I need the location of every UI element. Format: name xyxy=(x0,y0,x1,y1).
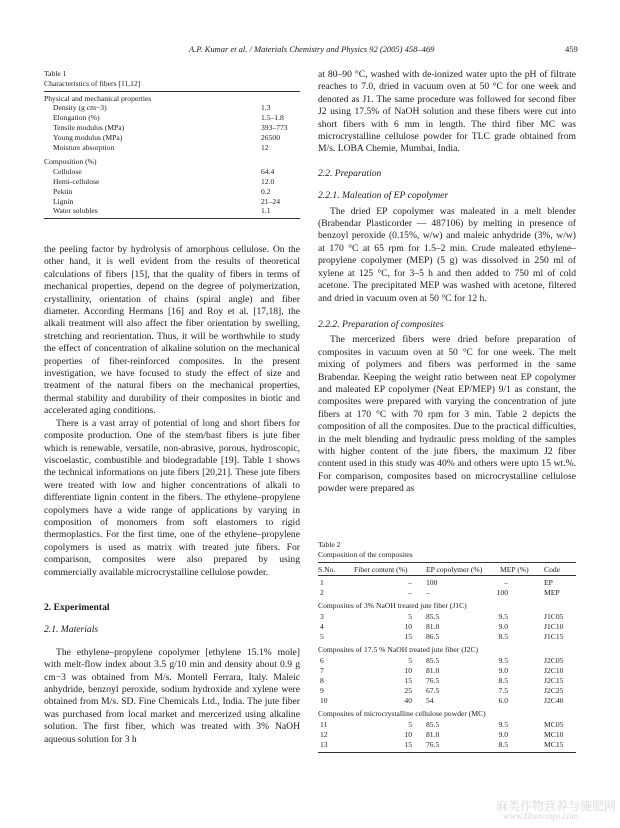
table-cell: 8.5 xyxy=(498,632,508,641)
table-cell: 13 xyxy=(320,740,328,749)
table-row xyxy=(318,696,576,706)
table-2 xyxy=(318,540,576,753)
row-label: Water solubles xyxy=(53,206,98,216)
table-group-heading: Composites of 3% NaOH treated jute fiber (J1C) xyxy=(318,601,467,610)
table-cell: 100 xyxy=(426,578,438,587)
table-1-section-heading: Physical and mechanical properties xyxy=(44,93,152,103)
table-cell: 54 xyxy=(426,696,434,705)
table-cell: J2C25 xyxy=(544,686,564,695)
row-value: 12 xyxy=(261,142,269,152)
table-cell: J2C10 xyxy=(544,666,564,675)
table-cell: 11 xyxy=(320,720,328,729)
table-row xyxy=(44,113,300,123)
table-rule xyxy=(44,91,300,92)
subsection-heading: 2.1. Materials xyxy=(44,624,99,636)
table-cell: 1 xyxy=(320,578,324,587)
table-cell: J1C05 xyxy=(544,612,564,621)
table-cell: – xyxy=(408,578,412,587)
table-cell: MC15 xyxy=(544,740,564,749)
paragraph: at 80–90 °C, washed with de-ionized water upto the pH of filtrate reaches to 7.0, dried in vacuum oven at 50 °C for one week and denoted as J1. The same procedure was followed for second fiber J2 using 17.5% of NaOH solution and these fibers were cut into short fibers with 6 mm in length. The third fiber MC was microcrystalline cellulose powder for TLC grade obtained from M/s. LOBA Chemie, Mumbai, India. xyxy=(318,69,576,155)
table-row xyxy=(318,656,576,666)
column-header: Code xyxy=(544,565,561,574)
table-rule xyxy=(318,575,576,576)
row-value: 64.4 xyxy=(261,167,275,177)
table-cell: 9.5 xyxy=(498,656,508,665)
table-group-heading: Composites of 17.5 % NaOH treated jute fiber (J2C) xyxy=(318,645,479,654)
row-label: Young modulus (MPa) xyxy=(53,132,123,142)
table-row xyxy=(44,167,300,177)
table-cell: 76.5 xyxy=(426,676,440,685)
row-value: 393–773 xyxy=(261,122,288,132)
table-row xyxy=(318,686,576,696)
table-row xyxy=(318,740,576,750)
row-label: Lignin xyxy=(53,196,74,206)
table-row xyxy=(44,197,300,207)
table-row xyxy=(318,666,576,676)
table-row xyxy=(44,177,300,187)
row-value: 1.5–1.8 xyxy=(261,113,284,123)
table-cell: 6 xyxy=(320,656,324,665)
column-header: S.No. xyxy=(318,565,336,574)
table-cell: MC10 xyxy=(544,730,564,739)
table-cell: – xyxy=(504,578,508,587)
row-label: Moisture absorption xyxy=(53,142,115,152)
row-label: Tensile modulus (MPa) xyxy=(53,122,125,132)
table-cell: 9.5 xyxy=(498,612,508,621)
row-label: Density (g cm−3) xyxy=(53,103,107,113)
row-label: Elongation (%) xyxy=(53,113,100,123)
table-cell: 10 xyxy=(404,666,412,675)
table-cell: – xyxy=(426,588,430,597)
table-row xyxy=(44,103,300,113)
table-1 xyxy=(44,69,300,219)
table-row xyxy=(318,632,576,642)
table-cell: 81.0 xyxy=(426,730,440,739)
paragraph: There is a vast array of potential of long and short fibers for composite production. One of the stem/bast fibers is jute fiber which is renewable, versatile, non-abrasive, porous, hydroscopic, viscoelastic, combustible and biodegradable [19]. Table 1 shows the technical informations on jute fibers [20,21]. These jute fibers were treated with low and higher concentrations of alkali to differentiate lignin content in the fibers. The ethylene–propylene copolymers have a wide range of applications by varying in composition of monomers from soft elastomers to rigid thermoplastics. For the first time, one of the ethylene–propylene copolymers is used as matrix with treated jute fibers. For comparison, composites were also prepared by using commercially available microcrystalline cellulose powder. xyxy=(44,417,300,578)
table-cell: 67.5 xyxy=(426,686,440,695)
table-cell: 9.0 xyxy=(498,730,508,739)
table-row xyxy=(318,720,576,730)
subsection-heading: 2.2. Preparation xyxy=(318,167,382,179)
running-header: A.P. Kumar et al. / Materials Chemistry and Physics 92 (2005) 458–469 xyxy=(189,44,435,54)
table-row xyxy=(318,588,576,598)
table-rule xyxy=(318,562,576,563)
table-cell: 76.5 xyxy=(426,740,440,749)
table-cell: 100 xyxy=(496,588,508,597)
table-cell: 15 xyxy=(404,676,412,685)
table-1-caption: Characteristics of fibers [11,12] xyxy=(44,78,141,88)
row-label: Hemi-cellulose xyxy=(53,176,100,186)
section-heading: 2. Experimental xyxy=(44,601,110,613)
table-header-row xyxy=(318,565,576,575)
column-header: MEP (%) xyxy=(500,565,529,574)
watermark-url: www.fibercrops.com xyxy=(503,811,579,821)
table-cell: 81.0 xyxy=(426,666,440,675)
table-cell: 10 xyxy=(404,622,412,631)
table-cell: 12 xyxy=(320,730,328,739)
table-cell: J2C40 xyxy=(544,696,564,705)
table-cell: J1C15 xyxy=(544,632,564,641)
column-header: Fiber content (%) xyxy=(354,565,408,574)
table-cell: 9.0 xyxy=(498,622,508,631)
table-cell: 9.5 xyxy=(498,720,508,729)
table-cell: 8.5 xyxy=(498,676,508,685)
table-row xyxy=(318,622,576,632)
table-cell: 9.0 xyxy=(498,666,508,675)
table-row xyxy=(318,578,576,588)
table-cell: 5 xyxy=(408,720,412,729)
table-1-label: Table 1 xyxy=(44,69,67,78)
subsection-heading: 2.2.1. Maleation of EP copolymer xyxy=(318,190,449,202)
table-cell: 85.5 xyxy=(426,612,440,621)
table-cell: 8 xyxy=(320,676,324,685)
table-cell: 25 xyxy=(404,686,412,695)
table-cell: 5 xyxy=(408,656,412,665)
table-cell: – xyxy=(408,588,412,597)
table-cell: 7 xyxy=(320,666,324,675)
table-row xyxy=(44,123,300,133)
table-cell: 40 xyxy=(404,696,412,705)
table-cell: 5 xyxy=(320,632,324,641)
table-cell: EP xyxy=(544,578,553,587)
table-row xyxy=(44,133,300,143)
table-cell: 15 xyxy=(404,740,412,749)
table-cell: 3 xyxy=(320,612,324,621)
table-1-section-heading: Composition (%) xyxy=(44,157,97,167)
table-row xyxy=(318,612,576,622)
table-cell: 10 xyxy=(320,696,328,705)
table-row xyxy=(318,676,576,686)
table-row xyxy=(318,730,576,740)
table-cell: 4 xyxy=(320,622,324,631)
paragraph: the peeling factor by hydrolysis of amorphous cellulose. On the other hand, it is well evident from the results of theoretical calculations of fibers [15], that the quality of fibers in terms of mechanical properties, depend on the degree of polymerization, crystallinity, orientation of chains (spiral angle) and fiber diameter. According Hermans [16] and Roy et al. [17,18], the alkali treatment will also affect the fiber orientation by swelling, stretching and reorientation. Thus, it will be worthwhile to study the effect of concentration of alkaline solution on the mechanical properties of fiber-reinforced composites. In the present investigation, we have focused to study the effect of size and treatment of the natural fibers on the mechanical properties, thermal stability and durability of their composites in biotic and accelerated aging conditions. xyxy=(44,244,300,417)
table-row xyxy=(44,187,300,197)
row-label: Cellulose xyxy=(53,167,82,177)
row-value: 0.2 xyxy=(261,186,271,196)
table-2-label: Table 2 xyxy=(318,540,341,549)
row-value: 12.0 xyxy=(261,176,275,186)
paragraph: The ethylene–propylene copolymer [ethylene 15.1% mole] with melt-flow index about 3.5 g/10 min and density about 0.9 g cm−3 was obtained from M/s. Montell Ferrara, Italy. Maleic anhydride, benzoyl peroxide, sodium hydroxide and xylene were obtained from M/s. SD. Fine Chemicals Ltd., India. The jute fiber was purchased from local market and mercerized using alkaline solution. The first fiber, which was treated with 3% NaOH aqueous solution for 3 h xyxy=(44,646,300,745)
subsection-heading: 2.2.2. Preparation of composites xyxy=(318,318,444,330)
table-cell: 7.5 xyxy=(498,686,508,695)
row-value: 26500 xyxy=(261,132,280,142)
table-cell: 85.5 xyxy=(426,656,440,665)
left-column xyxy=(44,244,300,746)
table-group-heading: Composites of microcrystalline cellulose powder (MC) xyxy=(318,709,486,718)
table-cell: 86.5 xyxy=(426,632,440,641)
table-cell: J2C15 xyxy=(544,676,564,685)
table-rule xyxy=(44,218,300,219)
right-column xyxy=(318,69,576,496)
paragraph: The mercerized fibers were dried before preparation of composites in vacuum oven at 50 °C for one week. The melt mixing of polymers and fibers was performed in the same Brabendar. Keeping the weight ratio between neat EP copolymer and maleated EP copolymer (Neat EP/MEP) 9/1 as constant, the composites were prepared with varying the concentration of jute fibers at 170 °C with 70 rpm for 3 min. Table 2 depicts the composition of all the composites. Due to the practical difficulties, in the melt blending and hydraulic press molding of the samples with higher content of the jute fibers, the maximum J2 fiber content used in this study was 40% and others were upto 15 wt.%. For comparison, composites based on microcrystalline cellulose powder were prepared as xyxy=(318,334,576,495)
table-cell: 9 xyxy=(320,686,324,695)
row-label: Pektin xyxy=(53,186,73,196)
table-cell: 81.0 xyxy=(426,622,440,631)
table-rule xyxy=(318,752,576,753)
table-cell: MC05 xyxy=(544,720,564,729)
table-cell: 6.0 xyxy=(498,696,508,705)
row-value: 21–24 xyxy=(261,196,280,206)
table-cell: 5 xyxy=(408,612,412,621)
column-header: EP copolymer (%) xyxy=(426,565,483,574)
row-value: 1.1 xyxy=(261,206,271,216)
table-cell: J1C10 xyxy=(544,622,564,631)
table-cell: MEP xyxy=(544,588,560,597)
table-cell: 85.5 xyxy=(426,720,440,729)
page-number: 459 xyxy=(565,44,578,54)
table-cell: J2C05 xyxy=(544,656,564,665)
table-cell: 8.5 xyxy=(498,740,508,749)
table-cell: 2 xyxy=(320,588,324,597)
table-row xyxy=(44,143,300,153)
table-2-caption: Composition of the composites xyxy=(318,550,413,559)
table-cell: 15 xyxy=(404,632,412,641)
table-row xyxy=(44,206,300,216)
paragraph: The dried EP copolymer was maleated in a melt blender (Brabendar Plasticorder — 487106) by melting in presence of benzoyl peroxide (0.15%, w/w) and maleic anhydride (3%, w/w) at 170 °C at 65 rpm for 1.5–2 min. Crude maleated ethylene–propylene copolymer (MEP) (5 g) was dissolved in 250 ml of xylene at 125 °C, for 3–5 h and then added to 750 ml of cold acetone. The precipitated MEP was washed with acetone, filtered and dried in vacuum oven at 50 °C for 12 h. xyxy=(318,205,576,304)
table-cell: 10 xyxy=(404,730,412,739)
row-value: 1.3 xyxy=(261,103,271,113)
watermark-text: 麻类作物营养与施肥网 xyxy=(496,799,617,813)
